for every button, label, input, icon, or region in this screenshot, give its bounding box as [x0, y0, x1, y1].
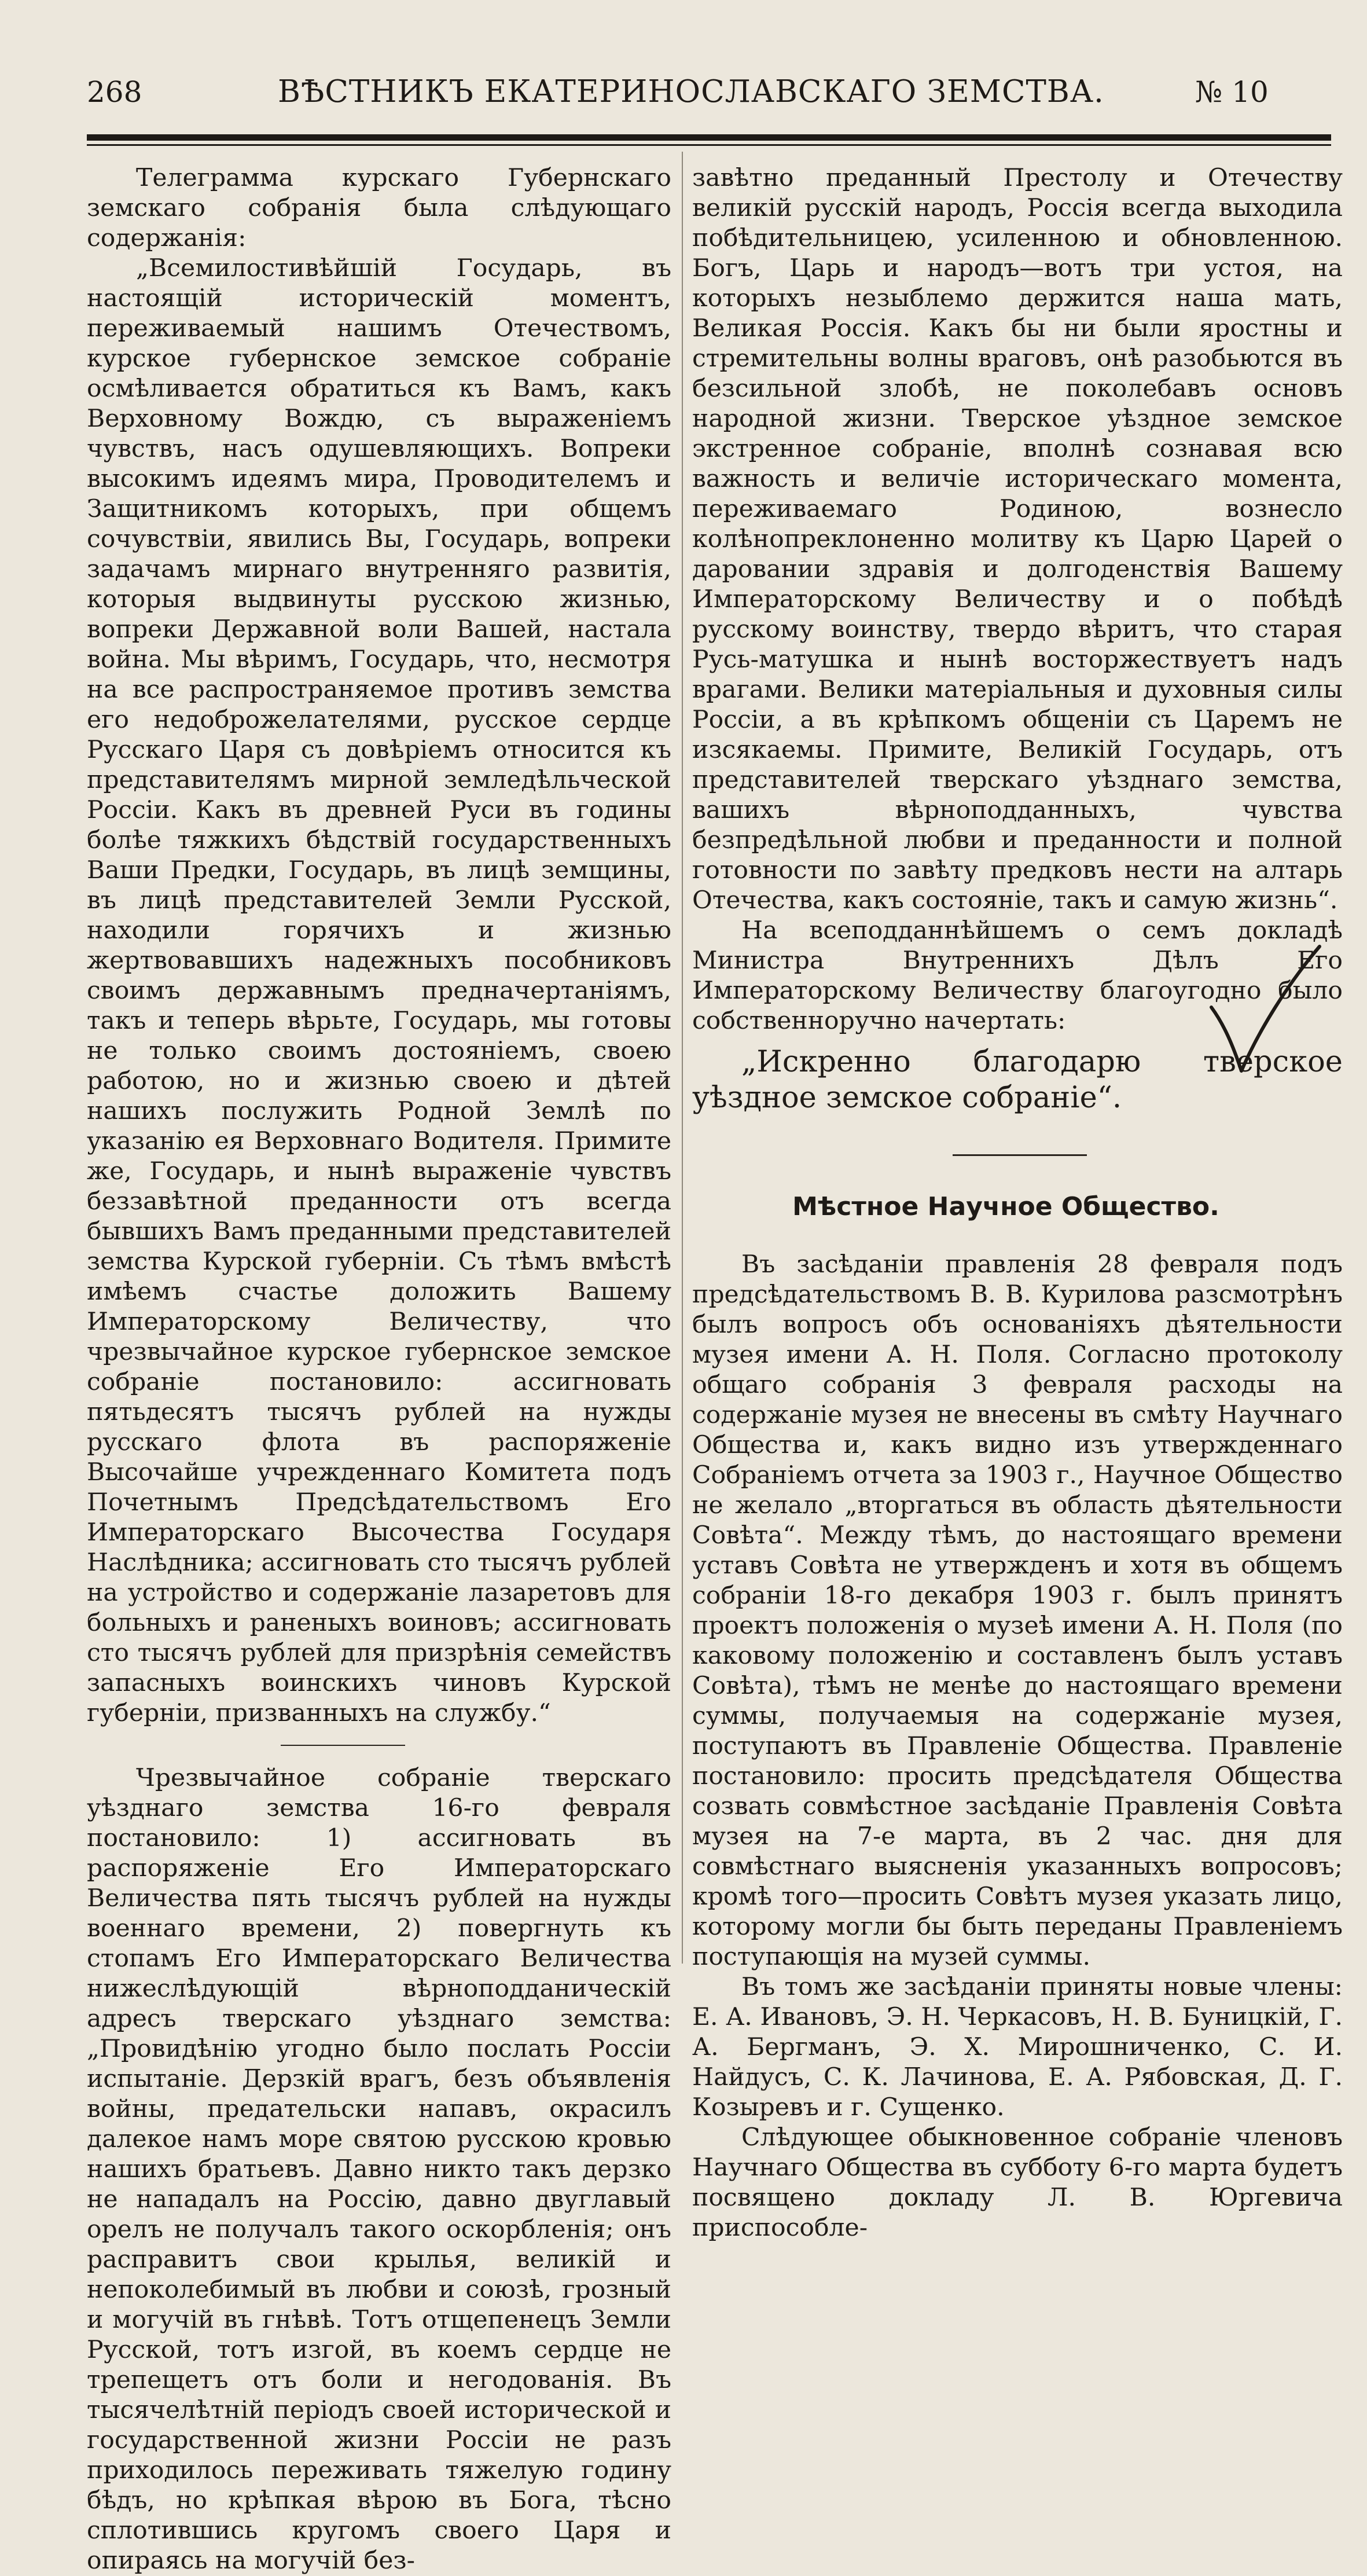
issue-number: № 10 — [1195, 75, 1269, 109]
board-meeting-report: Въ засѣданіи правленія 28 февраля подъ предсѣдательствомъ В. В. Курилова разсмотрѣнъ былъ вопросъ объ основаніяхъ дѣятельности музея имени А. Н. Поля. Согласно протоколу общаго собранія 3 февраля расходы на содержаніе музея не внесены въ смѣту Научнаго Общества и, какъ видно изъ утвержденнаго Собраніемъ отчета за 1903 г., Научное Общество не желало „вторгаться въ область дѣятельности Совѣта“. Между тѣмъ, до настоящаго времени уставъ Совѣта не утвержденъ и хотя въ общемъ собраніи 18-го декабря 1903 г. былъ принятъ проектъ положенія о музеѣ имени А. Н. Поля (по каковому положенію и составленъ былъ уставъ Совѣта), тѣмъ не менѣе до настоящаго времени суммы, получаемыя на содержаніе музея, поступаютъ въ Правленіе Общества. Правленіе постановило: просить предсѣдателя Общества созвать совмѣстное засѣданіе Правленія Совѣта музея на 7-е марта, въ 2 час. дня для совмѣстнаго выясненія указанныхъ вопросовъ; кромѣ того—просить Совѣтъ музея указать лицо, которому могли бы быть переданы Правленіемъ поступающія на музей суммы. — [692, 1250, 1343, 1971]
kursk-telegram-intro: Телеграмма курскаго Губернскаго земскаго собранія была слѣдующаго содержанія: — [87, 164, 671, 252]
imperial-resolution-quote: „Искренно благодарю тверское уѣздное земское собраніе“. — [692, 1045, 1343, 1115]
column-separator — [682, 152, 683, 1964]
article-separator — [281, 1745, 405, 1746]
next-meeting-notice: Слѣдующее обыкновенное собраніе членовъ Научнаго Общества въ субботу 6-го марта будетъ посвящено докладу Л. В. Юргевича приспособле- — [692, 2123, 1343, 2242]
tver-address-continuation: завѣтно преданный Престолу и Отечеству великій русскій народъ, Россія всегда выходила побѣдительницею, усиленною и обновленною. Богъ, Царь и народъ—вотъ три устоя, на которыхъ незыблемо держится наша мать, Великая Россія. Какъ бы ни были яростны и стремительны волны враговъ, онѣ разобьются въ безсильной злобѣ, не поколебавъ основъ народной жизни. Тверское уѣздное земское экстренное собраніе, вполнѣ сознавая всю важность и величіе историческаго момента, переживаемаго Родиною, вознесло колѣнопреклоненно молитву къ Царю Царей о даровании здравія и долгоденствія Вашему Императорскому Величеству и о побѣдѣ русскому воинству, твердо вѣритъ, что старая Русь-матушка и нынѣ восторжествуетъ надъ врагами. Велики матеріальныя и духовныя силы Россіи, а въ крѣпкомъ общеніи съ Царемъ не изсякаемы. Примите, Великій Государь, отъ представителей тверскаго уѣзднаго земства, вашихъ вѣрноподданныхъ, чувства безпредѣльной любви и преданности и полной готовности по завѣту предковъ нести на алтарь Отечества, какъ состояніе, такъ и самую жизнь“. — [692, 164, 1343, 915]
kursk-telegram-text: „Всемилостивѣйшій Государь, въ настоящій историческій моментъ, переживаемый нашимъ Отечествомъ, курское губернское земское собраніе осмѣливается обратиться къ Вамъ, какъ Верховному Вождю, съ выраженіемъ чувствъ, насъ одушевляющихъ. Вопреки высокимъ идеямъ мира, Проводителемъ и Защитникомъ которыхъ, при общемъ сочувствіи, явились Вы, Государь, вопреки задачамъ мирнаго внутренняго развитія, которыя выдвинуты русскою жизнью, вопреки Державной воли Вашей, настала война. Мы вѣримъ, Государь, что, несмотря на все распространяемое противъ земства его недоброжелателями, русское сердце Русскаго Царя съ довѣріемъ относится къ представителямъ мирной земледѣльческой Россіи. Какъ въ древней Руси въ годины болѣе тяжкихъ бѣдствій государственныхъ Ваши Предки, Государь, въ лицѣ земщины, въ лицѣ представителей Земли Русской, находили горячихъ и жизнью жертвовавшихъ надежныхъ пособниковъ своимъ державнымъ предначертаніямъ, такъ и теперь вѣрьте, Государь, мы готовы не только своимъ достояніемъ, своею работою, но и жизнью своею и дѣтей нашихъ послужить Родной Землѣ по указанію ея Верховнаго Водителя. Примите же, Государь, и нынѣ выраженіе чувствъ беззавѣтной преданности отъ всегда бывшихъ Вамъ преданными представителей земства Курской губерніи. Съ тѣмъ вмѣстѣ имѣемъ счастье доложить Вашему Императорскому Величеству, что чрезвычайное курское губернское земское собраніе постановило: ассигновать пятьдесятъ тысячъ рублей на нужды русскаго флота въ распоряженіе Высочайше учрежденнаго Комитета подъ Почетнымъ Предсѣдательствомъ Его Императорскаго Высочества Государя Наслѣдника; ассигновать сто тысячъ рублей на устройство и содержаніе лазаретовъ для больныхъ и раненыхъ воиновъ; ассигновать сто тысячъ рублей для призрѣнія семействъ запасныхъ воинскихъ чиновъ Курской губерніи, призванныхъ на службу.“ — [87, 254, 671, 1727]
handwritten-check-mark-icon — [1207, 944, 1322, 1077]
right-column — [692, 163, 1343, 2243]
section-separator — [953, 1154, 1087, 1156]
new-members-list: Въ томъ же засѣданіи приняты новые члены: Е. А. Ивановъ, Э. Н. Черкасовъ, Н. В. Буницкій, Г. А. Бергманъ, Э. Х. Мирошниченко, С. И. Найдусъ, С. К. Лачинова, Е. А. Рябовская, Д. Г. Козыревъ и г. Сущенко. — [692, 1973, 1343, 2122]
left-column — [87, 163, 671, 2576]
page-number: 268 — [87, 75, 142, 109]
tver-assembly-resolution: Чрезвычайное собраніе тверскаго уѣзднаго земства 16-го февраля постановило: 1) ассигновать въ распоряженіе Его Императорскаго Величества пять тысячъ рублей на нужды военнаго времени, 2) повергнуть къ стопамъ Его Императорскаго Величества нижеслѣдующій вѣрноподданическій адресъ тверскаго уѣзднаго земства: „Провидѣнію угодно было послать Россіи испытаніе. Дерзкій врагъ, безъ объявленія войны, предательски напавъ, окрасилъ далекое намъ море святою русскою кровью нашихъ братьевъ. Давно никто такъ дерзко не нападалъ на Россію, давно двуглавый орелъ не получалъ такого оскорбленія; онъ расправитъ свои крылья, великій и непоколебимый въ любви и союзѣ, грозный и могучій въ гнѣвѣ. Тотъ отщепенецъ Земли Русской, тотъ изгой, въ коемъ сердце не трепещетъ отъ боли и негодованія. Въ тысячелѣтній періодъ своей исторической и государственной жизни Россіи не разъ приходилось переживать тяжелую годину бѣдъ, но крѣпкая вѣрою въ Бога, тѣсно сплотившись кругомъ своего Царя и опираясь на могучій без- — [87, 1764, 671, 2575]
header-thick-rule — [87, 134, 1331, 141]
ministry-report: На всеподданнѣйшемъ о семъ докладѣ Министра Внутреннихъ Дѣлъ Его Императорскому Величеству благоугодно было собственноручно начертать: — [692, 916, 1343, 1035]
journal-title: ВѢСТНИКЪ ЕКАТЕРИНОСЛАВСКАГО ЗЕМСТВА. — [278, 74, 1104, 109]
section-title: Мѣстное Научное Общество. — [792, 1192, 1219, 1221]
header-thin-rule — [87, 144, 1331, 146]
